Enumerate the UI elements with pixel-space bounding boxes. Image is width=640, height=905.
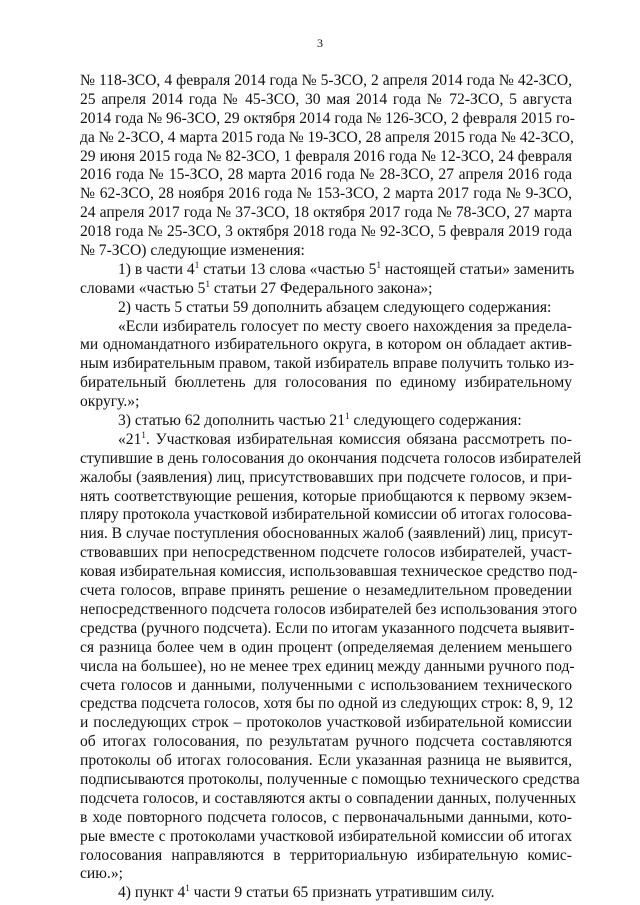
text-run: сию.»; <box>80 865 123 883</box>
text-run: ния. В случае поступления обоснованных жалоб (заявлений) лиц, присут- <box>80 525 573 543</box>
text-line <box>80 847 572 866</box>
text-run: пляру протокола участковой избирательной комиссии об итогах голосова- <box>80 506 572 524</box>
text-line <box>80 770 580 790</box>
text-run: ным избирательным правом, такой избиратель вправе получить только из- <box>80 355 575 373</box>
text-run: счета голосов и данными, полученными с использованием технического <box>80 676 572 694</box>
page-number: 3 <box>317 36 323 50</box>
text-line <box>80 223 572 242</box>
text-line <box>80 72 572 91</box>
text-run: подписываются протоколы, полученные с помощью технического средства <box>80 770 580 788</box>
text-line <box>80 714 572 733</box>
text-run: № 7-ЗСО) следующие изменения: <box>80 242 305 260</box>
text-line <box>80 299 572 318</box>
text-line <box>80 582 572 601</box>
text-run: статьи 27 Федерального закона»; <box>209 279 433 297</box>
text-run: округу.»; <box>80 393 140 411</box>
text-line <box>80 789 577 809</box>
text-line <box>80 91 572 110</box>
paragraph <box>80 72 575 261</box>
text-run: 24 апреля 2017 года № 37-ЗСО, 18 октября 2017 года № 78-ЗСО, 27 марта <box>80 204 572 222</box>
text-run: числа на большее), но не менее трех единиц между данными ручного под- <box>80 657 575 675</box>
text-line <box>80 166 572 185</box>
text-run: об итогах голосования, по результатам ручного подсчета составляются <box>80 733 572 751</box>
document-body <box>80 72 582 903</box>
text-run: непосредственного подсчета голосов избирателей без использования этого <box>80 600 578 618</box>
text-line <box>80 600 578 620</box>
text-line <box>80 752 572 771</box>
text-run: ступившие в день голосования до окончания подсчета голосов избирателей <box>80 449 582 467</box>
paragraph <box>80 317 575 412</box>
text-line <box>80 280 572 299</box>
text-run: № 62-ЗСО, 28 ноября 2016 года № 153-ЗСО, 2 марта 2017 года № 9-ЗСО, <box>80 185 572 203</box>
text-line <box>80 733 572 752</box>
text-run: № 118-ЗСО, 4 февраля 2014 года № 5-ЗСО, 2 апреля 2014 года № 42-ЗСО, <box>80 72 572 89</box>
text-line <box>80 259 575 280</box>
text-run: 2016 года № 15-ЗСО, 28 марта 2016 года № 28-ЗСО, 27 апреля 2016 года <box>80 166 572 184</box>
text-line <box>80 619 575 639</box>
text-line <box>80 809 572 828</box>
text-run: нять соответствующие решения, которые приобщаются к первому экзем- <box>80 487 572 505</box>
text-run: 29 июня 2015 года № 82-ЗСО, 1 февраля 2016 года № 12-ЗСО, 24 февраля <box>80 147 572 165</box>
text-line <box>80 129 572 148</box>
text-line <box>80 695 572 714</box>
text-run: . Участковая избирательная комиссия обязана рассмотреть по- <box>145 430 572 448</box>
paragraph <box>80 412 572 431</box>
text-line <box>80 204 572 223</box>
text-line <box>80 185 572 204</box>
text-run: 1) в части 4 <box>118 260 195 278</box>
text-line <box>80 506 572 525</box>
text-run: «21 <box>118 430 142 448</box>
superscript: 1 <box>345 411 350 422</box>
text-line <box>80 355 575 374</box>
superscript: 1 <box>376 259 381 270</box>
superscript: 1 <box>141 429 146 440</box>
text-line <box>80 544 572 563</box>
text-run: протоколы об итогах голосования. Если указанная разница не выявится, <box>80 752 572 770</box>
text-run: и последующих строк – протоколов участковой избирательной комиссии <box>80 714 572 732</box>
text-run: статьи 13 слова «частью 5 <box>199 260 377 278</box>
text-run: ся разница более чем в один процент (определяемая делением меньшего <box>80 638 572 656</box>
text-run: голосования направляются в территориальную избирательную комис- <box>80 846 572 864</box>
text-line <box>80 393 572 412</box>
paragraph <box>80 429 582 884</box>
superscript: 1 <box>185 883 190 894</box>
text-line <box>80 148 572 167</box>
text-run: 2014 года № 96-ЗСО, 29 октября 2014 года № 126-ЗСО, 2 февраля 2015 го- <box>80 109 575 127</box>
text-run: подсчета голосов, и составляются акты о совпадении данных, полученных <box>80 789 577 807</box>
text-run: части 9 статьи 65 признать утратившим силу. <box>189 884 495 902</box>
text-run: средства подсчета голосов, хотя бы по одной из следующих строк: 8, 9, 12 <box>80 695 574 713</box>
text-line <box>80 242 572 261</box>
text-run: 25 апреля 2014 года № 45-ЗСО, 30 мая 2014 года № 72-ЗСО, 5 августа <box>80 90 572 108</box>
text-run: жалобы (заявления) лиц, присутствовавших при подсчете голосов, и при- <box>80 468 572 486</box>
text-line <box>80 488 572 507</box>
text-run: 3) статью 62 дополнить частью 21 <box>118 412 346 430</box>
paragraph <box>80 884 572 903</box>
text-line <box>80 639 572 658</box>
text-run: «Если избиратель голосует по месту своего нахождения за предела- <box>118 317 572 335</box>
text-run: средства (ручного подсчета). Если по итогам указанного подсчета выявит- <box>80 619 575 637</box>
text-line <box>80 374 572 393</box>
text-run: в ходе повторного подсчета голосов, с первоначальными данными, кото- <box>80 808 572 826</box>
text-run: ствовавших при непосредственном подсчете голосов избирателей, участ- <box>80 544 572 562</box>
text-run: ми одномандатного избирательного округа, в котором он обладает актив- <box>80 336 572 354</box>
text-run: словами «частью 5 <box>80 279 206 297</box>
text-line <box>80 563 578 582</box>
text-run: 2018 года № 25-ЗСО, 3 октября 2018 года № 92-ЗСО, 5 февраля 2019 года <box>80 223 572 241</box>
text-run: ковая избирательная комиссия, использовавшая техническое средство под- <box>80 563 578 581</box>
text-line <box>80 449 582 469</box>
text-line <box>80 865 572 884</box>
superscript: 1 <box>194 259 200 270</box>
text-run: 4) пункт 4 <box>118 884 186 902</box>
paragraph <box>80 259 575 299</box>
text-line <box>80 657 575 677</box>
text-run: следующего содержания: <box>349 412 522 430</box>
text-run: бирательный бюллетень для голосования по единому избирательному <box>80 374 572 392</box>
text-run: 2) часть 5 статьи 59 дополнить абзацем следующего содержания: <box>118 298 552 316</box>
text-line <box>80 677 572 696</box>
text-line <box>80 828 572 847</box>
text-line <box>80 431 572 450</box>
text-run: да № 2-ЗСО, 4 марта 2015 года № 19-ЗСО, 28 апреля 2015 года № 42-ЗСО, <box>80 128 574 146</box>
text-line <box>80 884 572 903</box>
text-run: рые вместе с протоколами участковой избирательной комиссии об итогах <box>80 827 572 845</box>
text-line <box>80 109 575 129</box>
text-line <box>80 469 572 488</box>
text-run: счета голосов, вправе принять решение о незамедлительном проведении <box>80 582 572 600</box>
text-line <box>80 336 572 355</box>
paragraph <box>80 299 572 318</box>
superscript: 1 <box>205 278 210 289</box>
text-line <box>80 412 572 431</box>
text-line <box>80 525 572 544</box>
text-run: настоящей статьи» заменить <box>380 260 575 278</box>
text-line <box>80 318 572 337</box>
